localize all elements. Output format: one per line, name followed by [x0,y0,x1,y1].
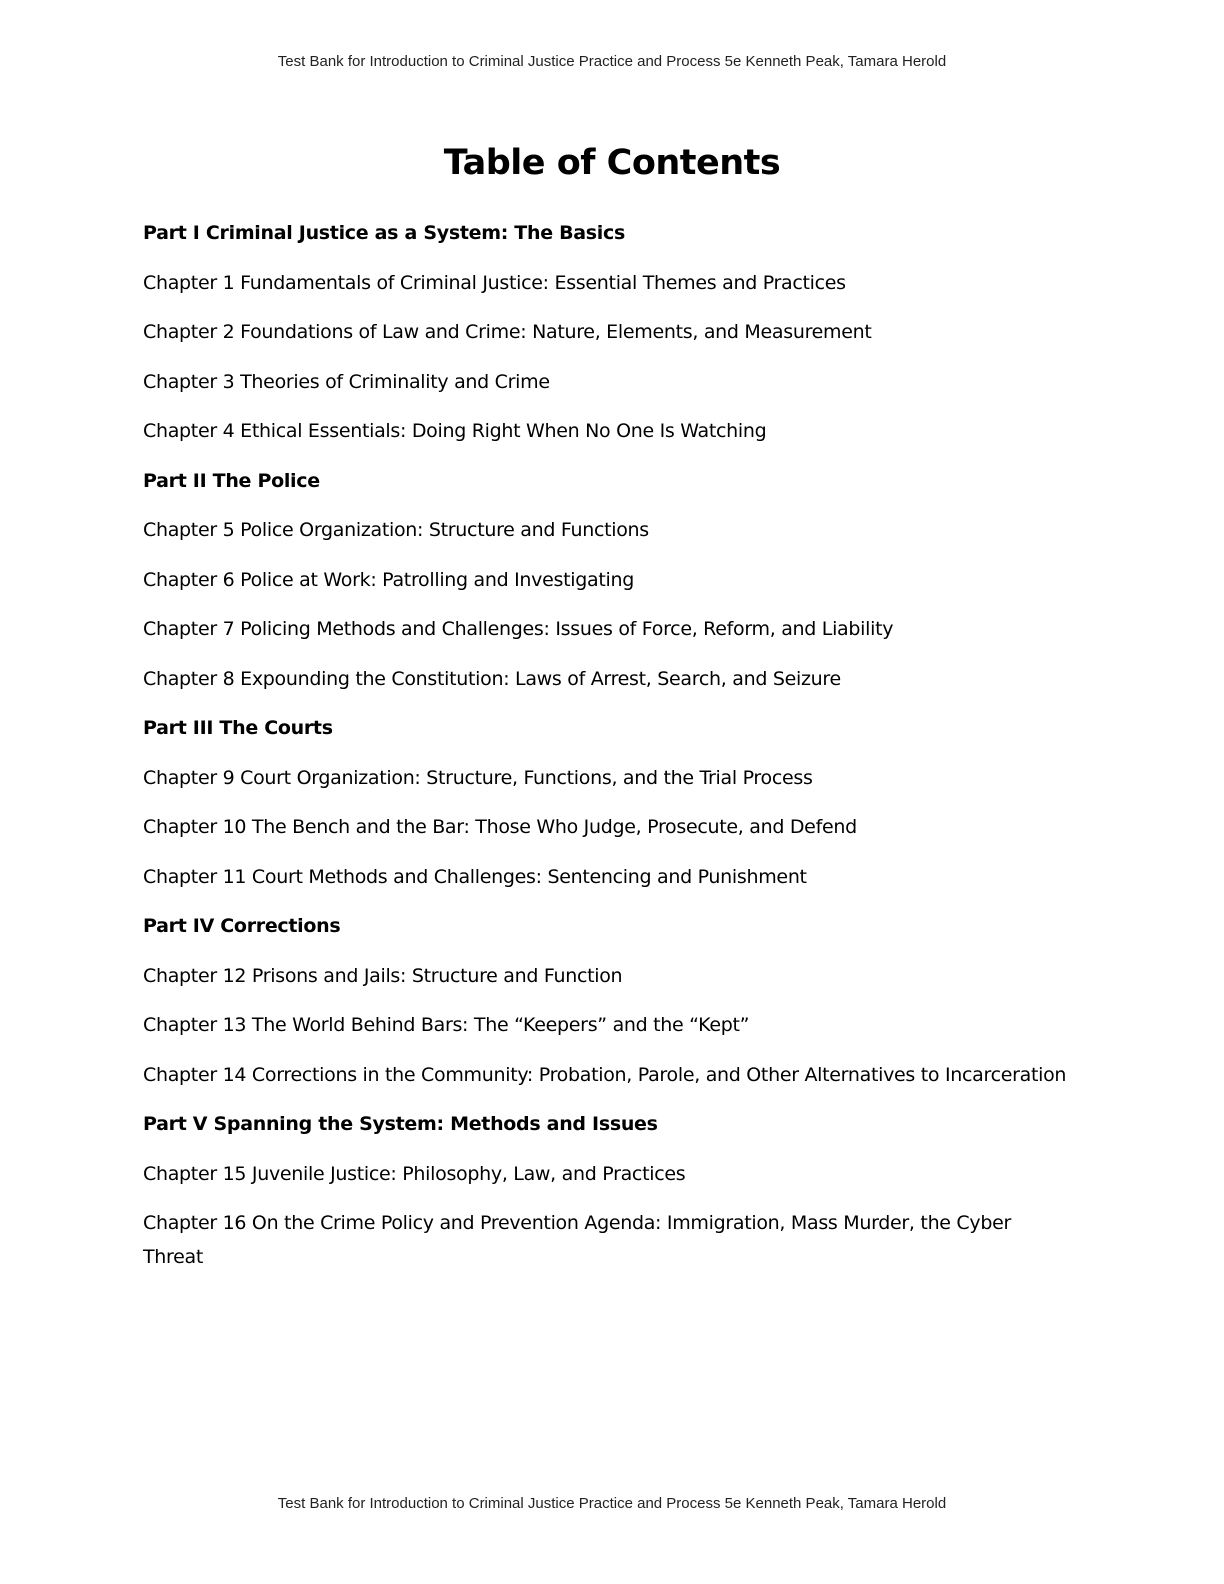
toc-chapter-entry: Chapter 16 On the Crime Policy and Prevention Agenda: Immigration, Mass Murder, the Cyber Threat [143,1212,1012,1268]
toc-part-heading: Part IV Corrections [143,915,341,937]
toc-chapter-entry: Chapter 4 Ethical Essentials: Doing Right When No One Is Watching [143,420,767,442]
toc-chapter-entry: Chapter 8 Expounding the Constitution: Laws of Arrest, Search, and Seizure [143,667,841,690]
running-header: Test Bank for Introduction to Criminal Justice Practice and Process 5e Kenneth Peak, Tamara Herold [277,53,947,70]
toc-chapter-entry: Chapter 3 Theories of Criminality and Crime [143,370,550,393]
page-title: Table of Contents [443,143,781,183]
toc-chapter-entry: Chapter 13 The World Behind Bars: The “Keepers” and the “Kept” [143,1014,750,1036]
toc-part-heading: Part V Spanning the System: Methods and Issues [143,1113,658,1135]
toc-chapter-entry: Chapter 9 Court Organization: Structure, Functions, and the Trial Process [143,766,813,789]
toc-chapter-entry: Chapter 12 Prisons and Jails: Structure and Function [143,964,623,987]
toc-chapter-entry: Chapter 15 Juvenile Justice: Philosophy, Law, and Practices [143,1162,686,1185]
toc-chapter-entry: Chapter 7 Policing Methods and Challenges: Issues of Force, Reform, and Liability [143,618,894,640]
toc-chapter-entry: Chapter 10 The Bench and the Bar: Those Who Judge, Prosecute, and Defend [143,816,857,838]
toc-chapter-entry: Chapter 2 Foundations of Law and Crime: Nature, Elements, and Measurement [143,321,872,343]
toc-chapter-entry: Chapter 1 Fundamentals of Criminal Justice: Essential Themes and Practices [143,271,846,294]
toc-chapter-entry: Chapter 5 Police Organization: Structure and Functions [143,519,649,541]
toc-part-heading: Part II The Police [143,469,320,492]
table-of-contents [143,216,1073,1290]
toc-chapter-entry: Chapter 11 Court Methods and Challenges: Sentencing and Punishment [143,865,807,888]
toc-part-heading: Part III The Courts [143,717,333,739]
toc-part-heading: Part I Criminal Justice as a System: The Basics [143,222,625,244]
running-footer: Test Bank for Introduction to Criminal Justice Practice and Process 5e Kenneth Peak, Tamara Herold [277,1495,947,1512]
toc-chapter-entry: Chapter 6 Police at Work: Patrolling and Investigating [143,568,634,591]
toc-chapter-entry: Chapter 14 Corrections in the Community: Probation, Parole, and Other Alternatives to Incarceration [143,1063,1067,1086]
